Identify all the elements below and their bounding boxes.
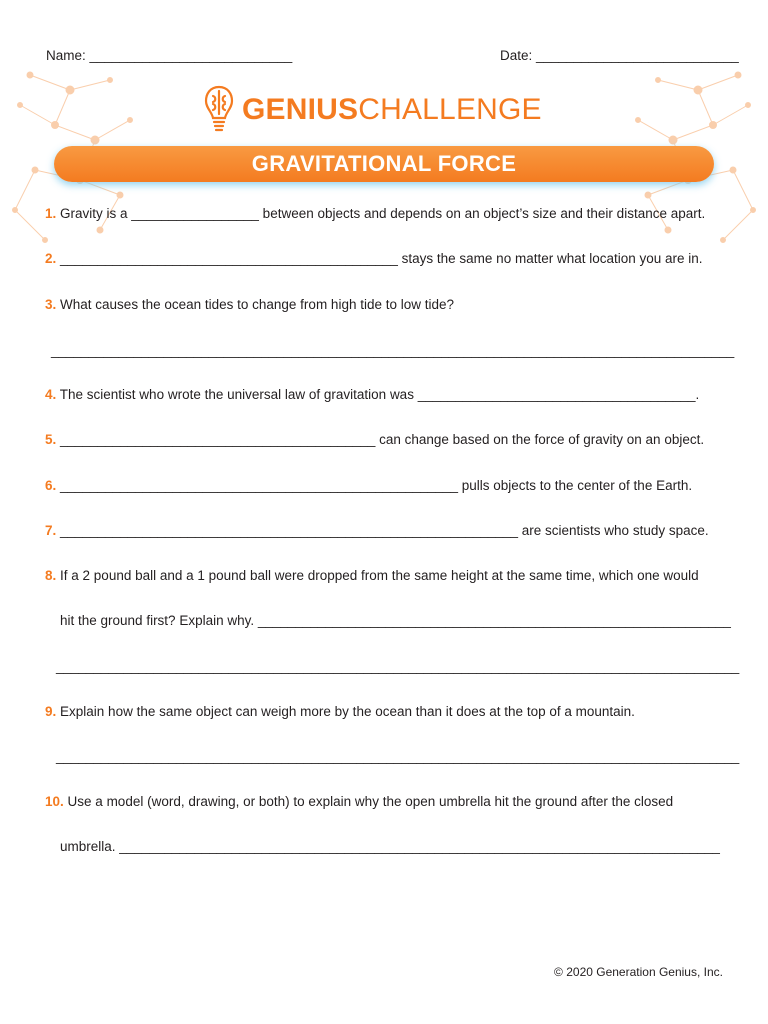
question-number: 3. <box>45 297 57 312</box>
question-text: _____________________________________________________________ are scientists who study space. <box>60 523 709 538</box>
question-number: 10. <box>45 794 64 809</box>
question-text: If a 2 pound ball and a 1 pound ball were dropped from the same height at the same time, which one would <box>60 568 699 583</box>
question-8-continued[interactable]: hit the ground first? Explain why. _______________________________________________________________ <box>60 613 731 628</box>
question-number: 9. <box>45 704 57 719</box>
question-7[interactable] <box>45 523 709 538</box>
question-number: 4. <box>45 387 57 402</box>
question-5[interactable] <box>45 432 704 447</box>
question-10-continued[interactable]: umbrella. ________________________________________________________________________________ <box>60 839 720 854</box>
question-9[interactable] <box>45 704 635 719</box>
question-text: Use a model (word, drawing, or both) to explain why the open umbrella hit the ground after the closed <box>67 794 674 809</box>
question-1[interactable] <box>45 206 705 221</box>
answer-line-9[interactable]: ___________________________________________________________________________________________ <box>56 749 740 764</box>
question-text: What causes the ocean tides to change from high tide to low tide? <box>60 297 455 312</box>
name-field[interactable] <box>46 48 292 63</box>
question-number: 7. <box>45 523 57 538</box>
date-blank: ___________________________ <box>536 48 739 63</box>
question-number: 6. <box>45 478 57 493</box>
question-text: The scientist who wrote the universal law of gravitation was _____________________________________. <box>59 387 700 402</box>
question-text: __________________________________________ can change based on the force of gravity on an object. <box>60 432 705 447</box>
worksheet-title: GRAVITATIONAL FORCE <box>251 151 517 176</box>
question-4[interactable] <box>45 387 699 402</box>
question-text: Gravity is a _________________ between objects and depends on an object’s size and their distance apart. <box>60 206 706 221</box>
name-label: Name: <box>46 48 86 63</box>
lightbulb-brain-icon <box>204 84 234 136</box>
answer-line-3[interactable]: ___________________________________________________________________________________________ <box>51 343 735 358</box>
logo-light-text: CHALLENGE <box>358 93 542 126</box>
logo-bold-text: GENIUS <box>242 93 359 126</box>
question-text: _____________________________________________ stays the same no matter what location you are in. <box>60 251 703 266</box>
name-blank: ___________________________ <box>89 48 293 63</box>
answer-line-8[interactable]: ___________________________________________________________________________________________ <box>56 659 740 674</box>
question-8[interactable] <box>45 568 699 583</box>
question-number: 5. <box>45 432 57 447</box>
question-10[interactable] <box>45 794 673 809</box>
question-number: 2. <box>45 251 57 266</box>
date-field[interactable] <box>500 48 739 63</box>
question-number: 1. <box>45 206 57 221</box>
question-3[interactable] <box>45 297 454 312</box>
genius-challenge-logo <box>204 82 542 138</box>
question-text: _____________________________________________________ pulls objects to the center of the Earth. <box>60 478 693 493</box>
title-banner <box>54 146 714 182</box>
question-text: Explain how the same object can weigh more by the ocean than it does at the top of a mountain. <box>60 704 635 719</box>
copyright-footer: © 2020 Generation Genius, Inc. <box>554 965 723 979</box>
question-6[interactable] <box>45 478 692 493</box>
logo-wordmark <box>242 93 542 127</box>
question-number: 8. <box>45 568 57 583</box>
question-2[interactable] <box>45 251 703 266</box>
date-label: Date: <box>500 48 533 63</box>
